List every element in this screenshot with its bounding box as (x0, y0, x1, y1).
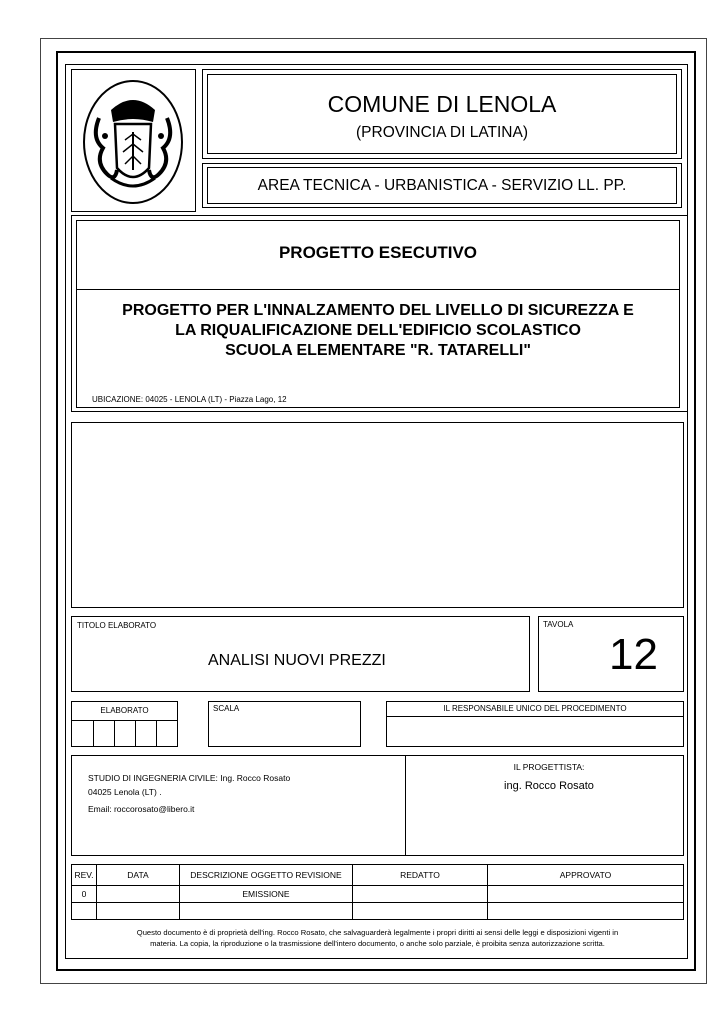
date-cell (97, 886, 180, 903)
project-phase: PROGETTO ESECUTIVO (278, 243, 478, 262)
elaborato-label: ELABORATO (100, 706, 149, 715)
rup-box (386, 701, 684, 747)
studio-box (71, 755, 684, 856)
date-cell (97, 903, 180, 920)
studio-divider (405, 756, 406, 855)
scala-box (208, 701, 361, 747)
elaborato-divider (72, 720, 177, 721)
drawing-title-box (71, 616, 530, 692)
rup-divider (387, 716, 683, 717)
drawing-title: ANALISI NUOVI PREZZI (208, 652, 386, 669)
description-cell (180, 903, 353, 920)
sheet-number-box (538, 616, 684, 692)
project-divider (77, 289, 679, 290)
drawing-title-label: TITOLO ELABORATO (77, 621, 157, 630)
studio-line2: 04025 Lenola (LT) . (88, 787, 162, 797)
drawing-area (71, 422, 684, 608)
department-box (202, 163, 682, 208)
date-header: DATA (97, 865, 180, 886)
sheet-number: 12 (609, 630, 658, 679)
project-title-line2: LA RIQUALIFICAZIONE DELL'EDIFICIO SCOLASTICO (175, 322, 581, 339)
designer-label: IL PROGETTISTA: (513, 762, 585, 772)
project-title-line1: PROGETTO PER L'INNALZAMENTO DEL LIVELLO DI SICUREZZA E (122, 302, 634, 319)
table-row (72, 886, 684, 903)
project-location: UBICAZIONE: 04025 - LENOLA (LT) - Piazza Lago, 12 (92, 395, 287, 404)
elaborato-cell-1 (93, 720, 94, 746)
description-cell: EMISSIONE (180, 886, 353, 903)
province-name: (PROVINCIA DI LATINA) (356, 124, 528, 141)
elaborato-box (71, 701, 178, 747)
rev-cell (72, 903, 97, 920)
municipality-name: COMUNE DI LENOLA (327, 91, 557, 117)
municipality-box (202, 69, 682, 159)
elaborato-cell-3 (135, 720, 136, 746)
sheet-label: TAVOLA (543, 620, 574, 629)
revision-table (71, 864, 684, 920)
elaborato-cell-4 (156, 720, 157, 746)
rev-cell: 0 (72, 886, 97, 903)
project-title-line3: SCUOLA ELEMENTARE "R. TATARELLI" (225, 342, 531, 359)
drafted-cell (353, 903, 488, 920)
approved-header: APPROVATO (488, 865, 684, 886)
project-box (76, 220, 680, 408)
department-name: AREA TECNICA - URBANISTICA - SERVIZIO LL. PP. (257, 177, 627, 194)
elaborato-cell-2 (114, 720, 115, 746)
drafted-header: REDATTO (353, 865, 488, 886)
disclaimer-line1: Questo documento è di proprietà dell'ing. Rocco Rosato, che salvaguarderà legalmente i propri diritti ai sensi delle leggi e disposizioni vigenti in (136, 928, 619, 937)
description-header: DESCRIZIONE OGGETTO REVISIONE (180, 865, 353, 886)
approved-cell (488, 903, 684, 920)
rev-header: REV. (72, 865, 97, 886)
approved-cell (488, 886, 684, 903)
rup-label: IL RESPONSABILE UNICO DEL PROCEDIMENTO (443, 704, 627, 713)
disclaimer-line2: materia. La copia, la riproduzione o la trasmissione dell'intero documento, o anche solo parziale, è proibita senza autorizzazione scritta. (150, 939, 605, 948)
studio-line3: Email: roccorosato@libero.it (88, 804, 195, 814)
designer-name: ing. Rocco Rosato (504, 780, 594, 792)
table-row (72, 903, 684, 920)
drafted-cell (353, 886, 488, 903)
studio-line1: STUDIO DI INGEGNERIA CIVILE: Ing. Rocco Rosato (88, 773, 291, 783)
scala-label: SCALA (213, 704, 240, 713)
coat-of-arms-logo (81, 78, 185, 206)
revision-header-row (72, 865, 684, 886)
